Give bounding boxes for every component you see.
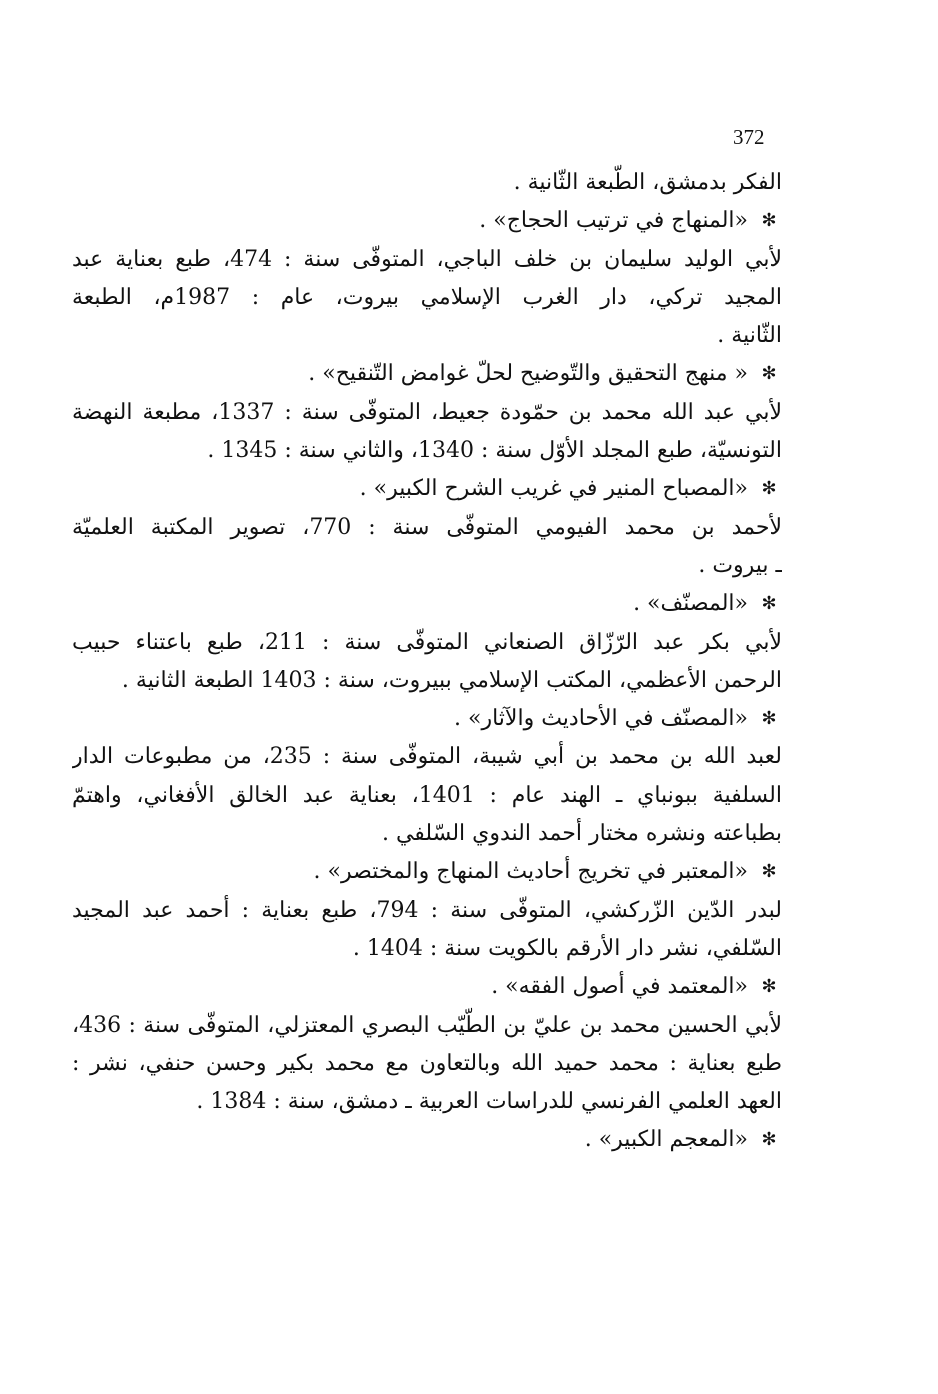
bibliography-line: المجيد تركي، دار الغرب الإسلامي بيروت، عام : 1987م، الطبعة xyxy=(72,284,782,310)
bibliography-text xyxy=(72,164,782,1160)
page-number: 372 xyxy=(733,125,765,149)
bibliography-line: ـ بيروت . xyxy=(698,552,782,578)
bibliography-line: الثّانية . xyxy=(717,323,782,349)
entry-title-text: «المعتمد في أصول الفقه» . xyxy=(491,974,748,1000)
asterisk-bullet-icon: ✻ xyxy=(761,363,777,385)
asterisk-bullet-icon: ✻ xyxy=(761,861,777,883)
bibliography-entry-title xyxy=(72,202,782,240)
bibliography-entry-title xyxy=(72,585,782,623)
entry-title-text: «المعتبر في تخريج أحاديث المنهاج والمختصر» . xyxy=(313,859,748,885)
bibliography-line: لبدر الدّين الزّركشي، المتوفّى سنة : 794، طبع بعناية : أحمد عبد المجيد xyxy=(72,897,782,923)
entry-title-text: «المصنّف» . xyxy=(633,591,748,617)
bibliography-entry-title xyxy=(72,1121,782,1159)
bibliography-line: لأبي عبد الله محمد بن حمّودة جعيط، المتوفّى سنة : 1337، مطبعة النهضة xyxy=(72,399,782,425)
entry-title-text: «المصباح المنير في غريب الشرح الكبير» . xyxy=(359,476,748,502)
bibliography-line: الرحمن الأعظمي، المكتب الإسلامي ببيروت، سنة : 1403 الطبعة الثانية . xyxy=(121,667,782,693)
asterisk-bullet-icon: ✻ xyxy=(761,478,777,500)
asterisk-bullet-icon: ✻ xyxy=(761,210,777,232)
asterisk-bullet-icon: ✻ xyxy=(761,976,777,998)
asterisk-bullet-icon: ✻ xyxy=(761,593,777,615)
bibliography-line: السّلفي، نشر دار الأرقم بالكويت سنة : 1404 . xyxy=(352,935,782,961)
bibliography-line: طبع بعناية : محمد حميد الله وبالتعاون مع محمد بكير وحسن حنفي، نشر : xyxy=(72,1050,782,1076)
entry-title-text: «المنهاج في ترتيب الحجاج» . xyxy=(479,208,748,234)
asterisk-bullet-icon: ✻ xyxy=(761,708,777,730)
bibliography-line: لأبي الوليد سليمان بن خلف الباجي، المتوفّى سنة : 474، طبع بعناية عبد xyxy=(72,246,782,272)
entry-title-text: «المصنّف في الأحاديث والآثار» . xyxy=(454,706,748,732)
bibliography-line: بطباعته ونشره مختار أحمد الندوي السّلفي . xyxy=(381,821,782,847)
bibliography-line: لعبد الله بن محمد بن أبي شيبة، المتوفّى سنة : 235، من مطبوعات الدار xyxy=(72,744,782,770)
bibliography-line: التونسيّة، طبع المجلد الأوّل سنة : 1340، والثاني سنة : 1345 . xyxy=(207,438,782,464)
bibliography-line: الفكر بدمشق، الطّبعة الثّانية . xyxy=(513,170,782,195)
bibliography-line: لأبي الحسين محمد بن عليّ بن الطّيّب البصري المعتزلي، المتوفّى سنة : 436، xyxy=(72,1012,782,1038)
bibliography-entry-title xyxy=(72,700,782,738)
entry-title-text: «المعجم الكبير» . xyxy=(584,1127,748,1153)
bibliography-line: العهد العلمي الفرنسي للدراسات العربية ـ دمشق، سنة : 1384 . xyxy=(196,1089,782,1115)
bibliography-line: السلفية ببونباي ـ الهند عام : 1401، بعناية عبد الخالق الأفغاني، واهتمّ xyxy=(72,782,782,808)
bibliography-line: لأحمد بن محمد الفيومي المتوفّى سنة : 770، تصوير المكتبة العلميّة xyxy=(72,514,782,540)
bibliography-entry-title xyxy=(72,853,782,891)
bibliography-entry-title xyxy=(72,355,782,393)
bibliography-line: لأبي بكر عبد الرّزّاق الصنعاني المتوفّى سنة : 211، طبع باعتناء حبيب xyxy=(72,629,782,655)
asterisk-bullet-icon: ✻ xyxy=(761,1129,777,1151)
bibliography-entry-title xyxy=(72,968,782,1006)
bibliography-entry-title xyxy=(72,470,782,508)
entry-title-text: « منهج التحقيق والتّوضيح لحلّ غوامض التّنقيح» . xyxy=(308,361,748,387)
